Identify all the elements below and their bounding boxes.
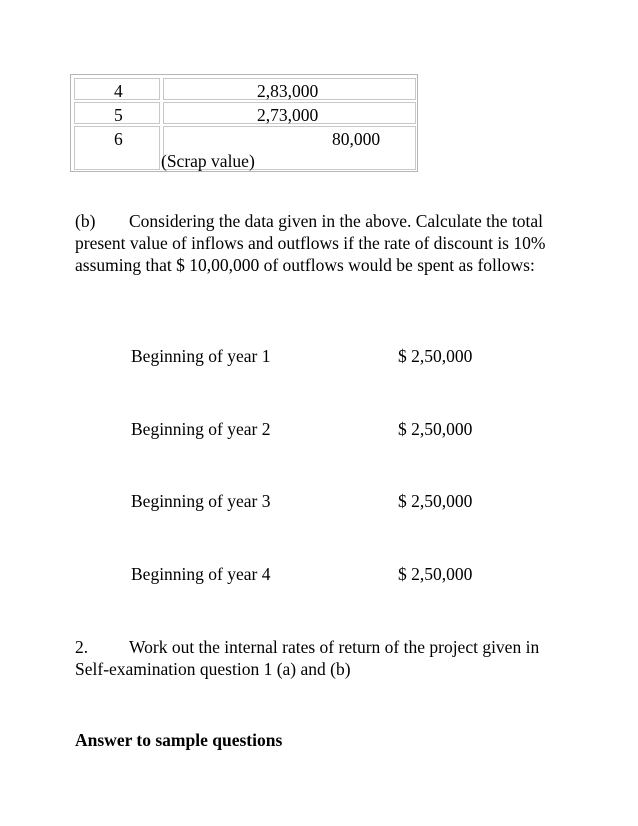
answers-heading: Answer to sample questions <box>75 730 283 750</box>
table-row-amount: 2,73,000 <box>257 105 319 125</box>
part-b-paragraph <box>75 210 575 276</box>
schedule-amount: $ 2,50,000 <box>398 419 473 439</box>
table-row-amount: 2,83,000 <box>257 81 319 101</box>
table-row-amount: 80,000 <box>332 129 381 149</box>
schedule-label: Beginning of year 3 <box>131 491 271 511</box>
schedule-label: Beginning of year 1 <box>131 346 271 366</box>
schedule-label: Beginning of year 4 <box>131 564 271 584</box>
table-row-year: 5 <box>114 105 123 125</box>
question-2-label: 2. <box>75 637 89 657</box>
part-b-text: Considering the data given in the above. Calculate the total present value of inflows and outflows if the rate of discount is 10% assuming that $ 10,00,000 of outflows would be spent as follows: <box>75 211 546 275</box>
cash-flow-table <box>70 74 418 172</box>
schedule-amount: $ 2,50,000 <box>398 491 473 511</box>
question-2-text: Work out the internal rates of return of the project given in Self-examination question 1 (a) and (b) <box>75 637 540 679</box>
question-2-paragraph <box>75 636 565 680</box>
schedule-label: Beginning of year 2 <box>131 419 271 439</box>
part-b-label: (b) <box>75 211 96 231</box>
table-row-note: (Scrap value) <box>161 151 255 171</box>
schedule-amount: $ 2,50,000 <box>398 346 473 366</box>
table-row-year: 6 <box>114 129 123 149</box>
schedule-amount: $ 2,50,000 <box>398 564 473 584</box>
table-row-year: 4 <box>114 81 123 101</box>
